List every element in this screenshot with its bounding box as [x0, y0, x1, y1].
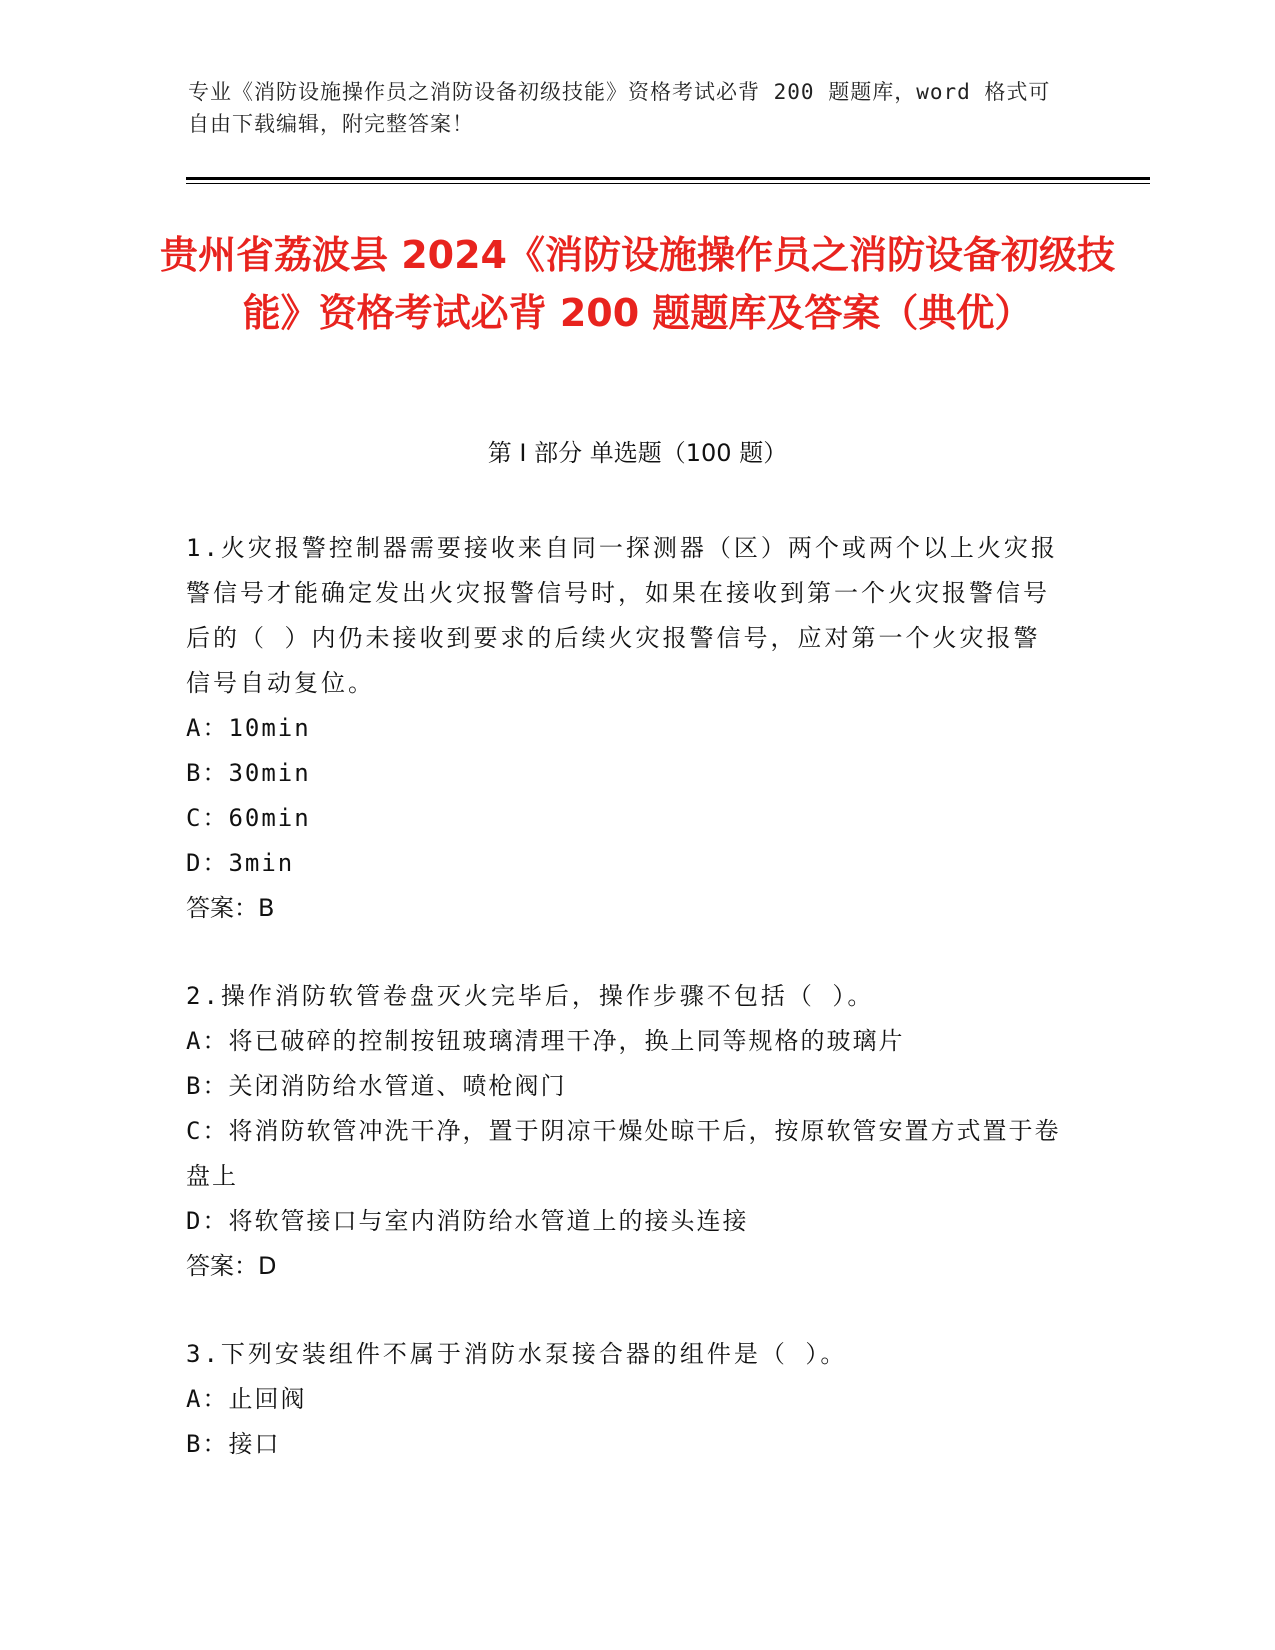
option-a: A：将已破碎的控制按钮玻璃清理干净，换上同等规格的玻璃片	[186, 1027, 905, 1055]
option-c: C：60min	[186, 804, 311, 832]
question-1	[186, 526, 1066, 931]
option-d: D：将软管接口与室内消防给水管道上的接头连接	[186, 1207, 749, 1235]
answer: 答案：D	[186, 1252, 277, 1280]
question-stem: 2.操作消防软管卷盘灭火完毕后，操作步骤不包括（ ）。	[186, 982, 875, 1010]
header-rule-thick	[186, 177, 1150, 180]
option-a: A：10min	[186, 714, 311, 742]
question-list	[186, 526, 1066, 1510]
option-a: A：止回阀	[186, 1385, 307, 1413]
option-b: B：接口	[186, 1430, 281, 1458]
header-note: 专业《消防设施操作员之消防设备初级技能》资格考试必背 200 题题库，word 格式可自由下载编辑，附完整答案！	[188, 80, 1051, 136]
option-c: C：将消防软管冲洗干净，置于阴凉干燥处晾干后，按原软管安置方式置于卷盘上	[186, 1117, 1061, 1190]
question-2	[186, 974, 1066, 1289]
section-heading: 第 I 部分 单选题（100 题）	[487, 439, 788, 467]
option-b: B：关闭消防给水管道、喷枪阀门	[186, 1072, 567, 1100]
header-rule-thin	[186, 183, 1150, 184]
question-3	[186, 1332, 1066, 1467]
question-stem: 1.火灾报警控制器需要接收来自同一探测器（区）两个或两个以上火灾报警信号才能确定发出火灾报警信号时，如果在接收到第一个火灾报警信号后的（ ）内仍未接收到要求的后续火灾报警信号，应对第一个火灾报警信号自动复位。	[186, 534, 1058, 697]
option-b: B：30min	[186, 759, 311, 787]
document-title: 贵州省荔波县 2024《消防设施操作员之消防设备初级技能》资格考试必背 200 题题库及答案（典优）	[160, 233, 1115, 335]
question-stem: 3.下列安装组件不属于消防水泵接合器的组件是（ ）。	[186, 1340, 848, 1368]
option-d: D：3min	[186, 849, 295, 877]
answer: 答案：B	[186, 894, 275, 922]
